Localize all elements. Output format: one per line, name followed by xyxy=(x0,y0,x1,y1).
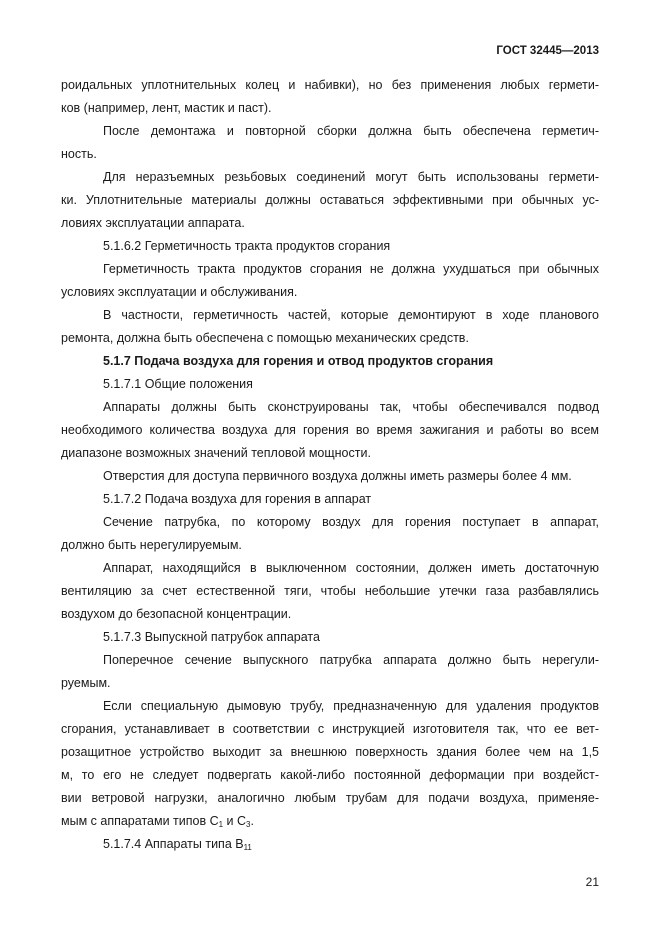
subscript: 11 xyxy=(243,843,252,852)
paragraph-air-supply xyxy=(61,396,599,465)
text-line: Если специальную дымовую трубу, предназначенную для удаления продуктов xyxy=(103,699,599,713)
text-line: необходимого количества воздуха для горения во время зажигания и работы во всем xyxy=(61,423,599,437)
paragraph-primary-air-openings: Отверстия для доступа первичного воздуха должны иметь размеры более 4 мм. xyxy=(103,469,572,483)
paragraph-chimney xyxy=(61,695,599,810)
paragraph-ventilation xyxy=(61,557,599,626)
text-line: Аппарат, находящийся в выключенном состоянии, должен иметь достаточную xyxy=(103,561,599,575)
text-line: Аппараты должны быть сконструированы так, чтобы обеспечивался подвод xyxy=(103,400,599,414)
text-line: розащитное устройство выходит за внешнюю поверхность здания более чем на 1,5 xyxy=(61,745,599,759)
text-run: 5.1.7.4 Аппараты типа В xyxy=(103,837,244,851)
subscript: 3 xyxy=(246,820,251,829)
text-line: должно быть нерегулируемым. xyxy=(61,538,242,552)
section-heading-5-1-7-2: 5.1.7.2 Подача воздуха для горения в аппарат xyxy=(103,492,372,506)
text-line: В частности, герметичность частей, которые демонтируют в ходе планового xyxy=(103,308,599,322)
text-line: ность. xyxy=(61,147,97,161)
text-line: диапазоне возможных значений тепловой мощности. xyxy=(61,446,371,460)
paragraph-chimney-end xyxy=(61,810,599,833)
text-line: ловиях эксплуатации аппарата. xyxy=(61,216,245,230)
text-line: После демонтажа и повторной сборки должна быть обеспечена герметич- xyxy=(103,124,599,138)
text-line: вентиляцию за счет естественной тяги, чтобы небольшие утечки газа разбавлялись xyxy=(61,584,599,598)
document-body xyxy=(61,74,599,856)
paragraph-combustion-tract xyxy=(61,258,599,304)
paragraph-exhaust-section xyxy=(61,649,599,695)
text-line: Герметичность тракта продуктов сгорания не должна ухудшаться при обычных xyxy=(103,262,599,276)
page-number: 21 xyxy=(585,875,599,889)
text-line: вии ветровой нагрузки, аналогично любым трубам для подачи воздуха, применяе- xyxy=(61,791,599,805)
paragraph-reassembly xyxy=(61,120,599,166)
text-line: Сечение патрубка, по которому воздух для горения поступает в аппарат, xyxy=(103,515,599,529)
text-run: . xyxy=(250,814,254,828)
text-line: воздухом до безопасной концентрации. xyxy=(61,607,292,621)
text-line: ков (например, лент, мастик и паст). xyxy=(61,101,272,115)
section-heading-5-1-7-4 xyxy=(61,833,599,856)
text-line: руемым. xyxy=(61,676,111,690)
paragraph-inlet-section xyxy=(61,511,599,557)
paragraph-threaded-joints xyxy=(61,166,599,235)
text-line: сгорания, устанавливает в соответствии с инструкцией изготовителя так, что ее вет- xyxy=(61,722,599,736)
text-line: м, то его не следует подвергать какой-либо постоянной деформации при воздейст- xyxy=(61,768,599,782)
text-run: и С xyxy=(223,814,247,828)
section-heading-5-1-7-3: 5.1.7.3 Выпускной патрубок аппарата xyxy=(103,630,320,644)
text-line: ки. Уплотнительные материалы должны оставаться эффективными при обычных ус- xyxy=(61,193,599,207)
document-header: ГОСТ 32445—2013 xyxy=(496,45,599,57)
text-run: мым с аппаратами типов С xyxy=(61,814,219,828)
paragraph-mechanical-means xyxy=(61,304,599,350)
text-line: ремонта, должна быть обеспечена с помощью механических средств. xyxy=(61,331,469,345)
text-line: условиях эксплуатации и обслуживания. xyxy=(61,285,298,299)
subscript: 1 xyxy=(218,820,224,829)
section-heading-5-1-6-2: 5.1.6.2 Герметичность тракта продуктов сгорания xyxy=(103,239,391,253)
text-line: роидальных уплотнительных колец и набивки), но без применения любых гермети- xyxy=(61,78,599,92)
section-heading-5-1-7: 5.1.7 Подача воздуха для горения и отвод продуктов сгорания xyxy=(103,354,494,368)
text-line: Для неразъемных резьбовых соединений могут быть использованы гермети- xyxy=(103,170,599,184)
text-line: Поперечное сечение выпускного патрубка аппарата должно быть нерегули- xyxy=(103,653,599,667)
section-heading-5-1-7-1: 5.1.7.1 Общие положения xyxy=(103,377,253,391)
paragraph-seals-tail xyxy=(61,74,599,120)
